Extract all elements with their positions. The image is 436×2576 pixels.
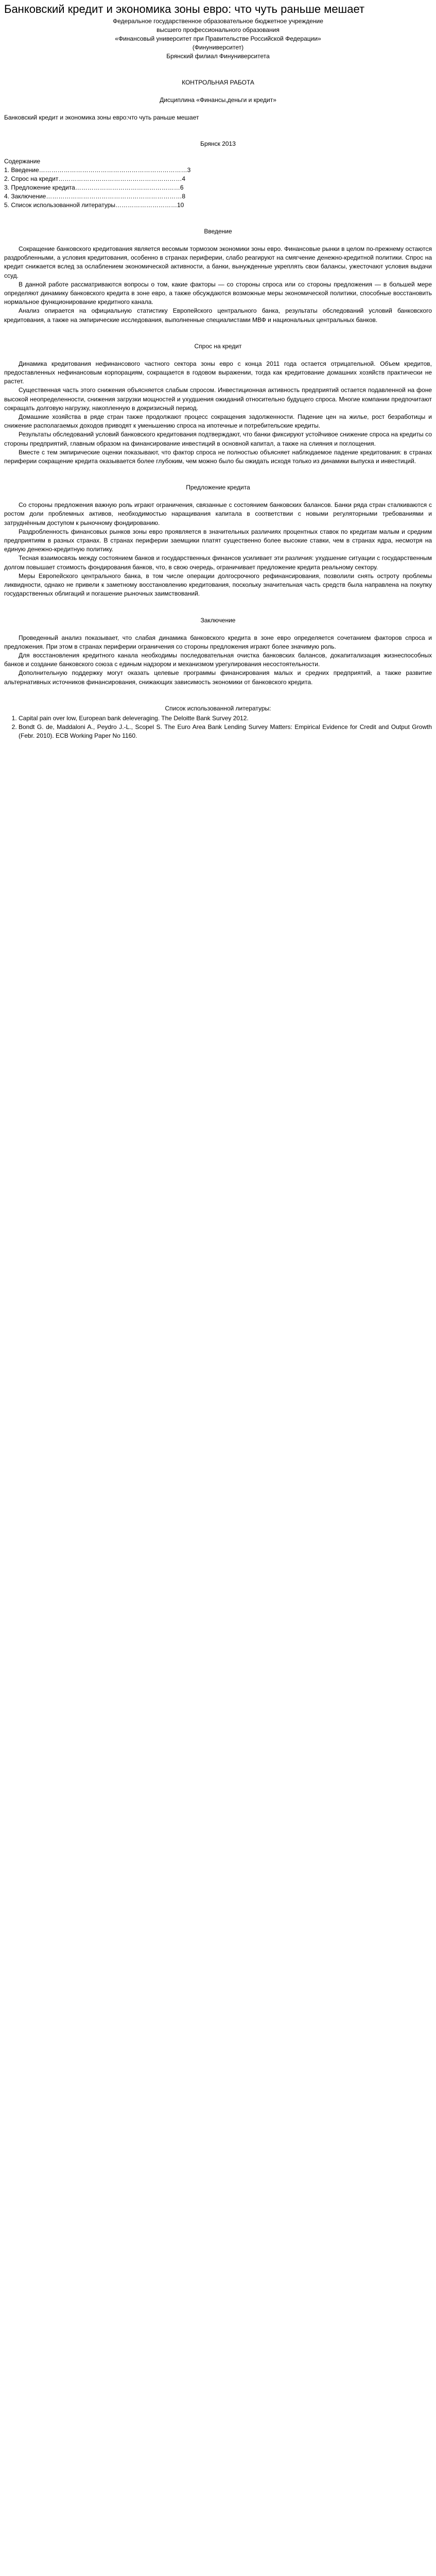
section-conclusion: [4, 616, 432, 687]
paragraph: Анализ опирается на официальную статистику Европейского центрального банка, результаты обследований условий банковского кредитования, а также на эмпирические исследования, выполненные специалистами МВФ и национальных центральных банков.: [4, 307, 432, 324]
paragraph: Тесная взаимосвязь между состоянием банков и государственных финансов усиливает эти различия: ухудшение ситуации с государственным долгом повышает стоимость фондирования банков, что, в свою очередь, ограничивает предложение кредита реальному сектору.: [4, 554, 432, 571]
paragraph: Проведенный анализ показывает, что слабая динамика банковского кредита в зоне евро определяется сочетанием факторов спроса и предложения. При этом в странах периферии ограничения со стороны предложения играют более значимую роль.: [4, 634, 432, 650]
section-heading: Предложение кредита: [186, 484, 250, 492]
institution-line-1: Федеральное государственное образовательное бюджетное учреждение: [113, 18, 323, 25]
paragraph: В данной работе рассматриваются вопросы о том, какие факторы — со стороны спроса или со стороны предложения — в большей мере определяют динамику банковского кредита в зоне евро, а также обсуждаются возможные меры экономической политики, способные восстановить нормальное функционирование кредитного канала.: [4, 280, 432, 306]
paragraph: Со стороны предложения важную роль играют ограничения, связанные с состоянием банковских балансов. Банки ряда стран сталкиваются с ростом доли проблемных активов, необходимостью наращивания капитала в соответствии с новыми регуляторными требованиями и затруднённым доступом к рыночному фондированию.: [4, 501, 432, 527]
topic: Банковский кредит и экономика зоны евро:что чуть раньше мешает: [4, 114, 199, 121]
section-heading: Введение: [204, 228, 232, 235]
references-list: [4, 714, 432, 741]
title-page: [4, 17, 432, 148]
paragraph: Меры Европейского центрального банка, в том числе операции долгосрочного рефинансирования, позволили снять остроту проблемы ликвидности, однако не привели к заметному восстановлению кредитования, поскольку значительная часть средств была направлена на покупку государственных облигаций и погашение рыночных заимствований.: [4, 572, 432, 598]
section-heading: Заключение: [200, 616, 236, 624]
section-credit-supply: [4, 483, 432, 598]
toc-item[interactable]: 1. Введение………………………………………………………………3: [4, 166, 191, 174]
document-title: Банковский кредит и экономика зоны евро: что чуть раньше мешает: [4, 3, 365, 15]
paragraph: Сокращение банковского кредитования является весомым тормозом экономики зоны евро. Финансовые рынки в целом по-прежнему остаются раздробленными, а условия кредитования, особенно в странах периферии, слабо реагируют на смягчение денежно-кредитной политики. Спрос на кредит снижается вслед за ослаблением экономической активности, а банки, вынужденные укреплять свои балансы, ужесточают условия выдачи ссуд.: [4, 245, 432, 279]
institution-line-4: (Финуниверситет): [192, 44, 244, 51]
paragraph: Существенная часть этого снижения объясняется слабым спросом. Инвестиционная активность предприятий остается подавленной на фоне высокой неопределенности, снижения загрузки мощностей и ухудшения ожиданий относительно будущего спроса. Многие компании предпочитают сокращать долговую нагрузку, накопленную в докризисный период.: [4, 386, 432, 412]
table-of-contents: [4, 157, 432, 210]
toc-item[interactable]: 5. Список использованной литературы…………………………10: [4, 201, 184, 209]
work-type: КОНТРОЛЬНАЯ РАБОТА: [182, 79, 254, 86]
toc-item[interactable]: 2. Спрос на кредит……………………………………………………4: [4, 175, 186, 182]
paragraph: Дополнительную поддержку могут оказать целевые программы финансирования малых и средних предприятий, а также развитие альтернативных источников финансирования, снижающих зависимость экономики от банковского кредита.: [4, 669, 432, 686]
discipline: Дисциплина «Финансы,деньги и кредит»: [160, 96, 276, 104]
references-section: [4, 704, 432, 741]
branch-name: Брянский филиал Финуниверситета: [166, 53, 270, 60]
paragraph: Вместе с тем эмпирические оценки показывают, что фактор спроса не полностью объясняет наблюдаемое падение кредитования: в странах периферии сокращение кредита оказывается более глубоким, чем можно было бы ожидать исходя только из динамики выпуска и инвестиций.: [4, 448, 432, 465]
reference-item: 1. Capital pain over low, European bank deleveraging. The Deloitte Bank Survey 2012.: [19, 714, 432, 723]
section-introduction: [4, 227, 432, 325]
document-page: [0, 0, 436, 745]
toc-heading: Содержание: [4, 158, 41, 165]
references-heading: Список использованной литературы:: [165, 704, 271, 712]
toc-item[interactable]: 3. Предложение кредита……………………………………………6: [4, 184, 184, 191]
paragraph: Результаты обследований условий банковского кредитования подтверждают, что банки фиксируют устойчивое снижение спроса на кредиты со стороны предприятий, главным образом на финансирование инвестиций в основной капитал, а также на слияния и поглощения.: [4, 431, 432, 447]
paragraph: Динамика кредитования нефинансового частного сектора зоны евро с конца 2011 года остается отрицательной. Объем кредитов, предоставленных нефинансовым корпорациям, сокращается в годовом выражении, тогда как кредитование домашних хозяйств практически не растет.: [4, 360, 432, 385]
paragraph: Для восстановления кредитного канала необходимы последовательная очистка банковских балансов, докапитализация жизнеспособных банков и создание банковского союза с единым надзором и механизмом урегулирования несостоятельности.: [4, 651, 432, 668]
institution-line-3: «Финансовый университет при Правительстве Российской Федерации»: [115, 35, 321, 42]
paragraph: Раздробленность финансовых рынков зоны евро проявляется в значительных различиях процентных ставок по кредитам малым и средним предприятиям в разных странах. В странах периферии заемщики платят существенно более высокие ставки, чем в странах ядра, несмотря на единую денежно-кредитную политику.: [4, 528, 432, 553]
section-heading: Спрос на кредит: [194, 342, 242, 350]
paragraph: Домашние хозяйства в ряде стран также продолжают процесс сокращения задолженности. Падение цен на жилье, рост безработицы и снижение располагаемых доходов приводят к уменьшению спроса на ипотечные и потребительские кредиты.: [4, 413, 432, 430]
toc-item[interactable]: 4. Заключение…………………………………………………………8: [4, 193, 185, 200]
reference-item: 2. Bondt G. de, Maddaloni A., Peydro J.-L., Scopel S. The Euro Area Bank Lending Survey Matters: Empirical Evidence for Credit and Output Growth (Febr. 2010). ECB Working Paper No 1160.: [19, 723, 432, 740]
section-credit-demand: [4, 342, 432, 466]
institution-line-2: высшего профессионального образования: [156, 26, 280, 33]
city-year: Брянск 2013: [200, 140, 236, 147]
